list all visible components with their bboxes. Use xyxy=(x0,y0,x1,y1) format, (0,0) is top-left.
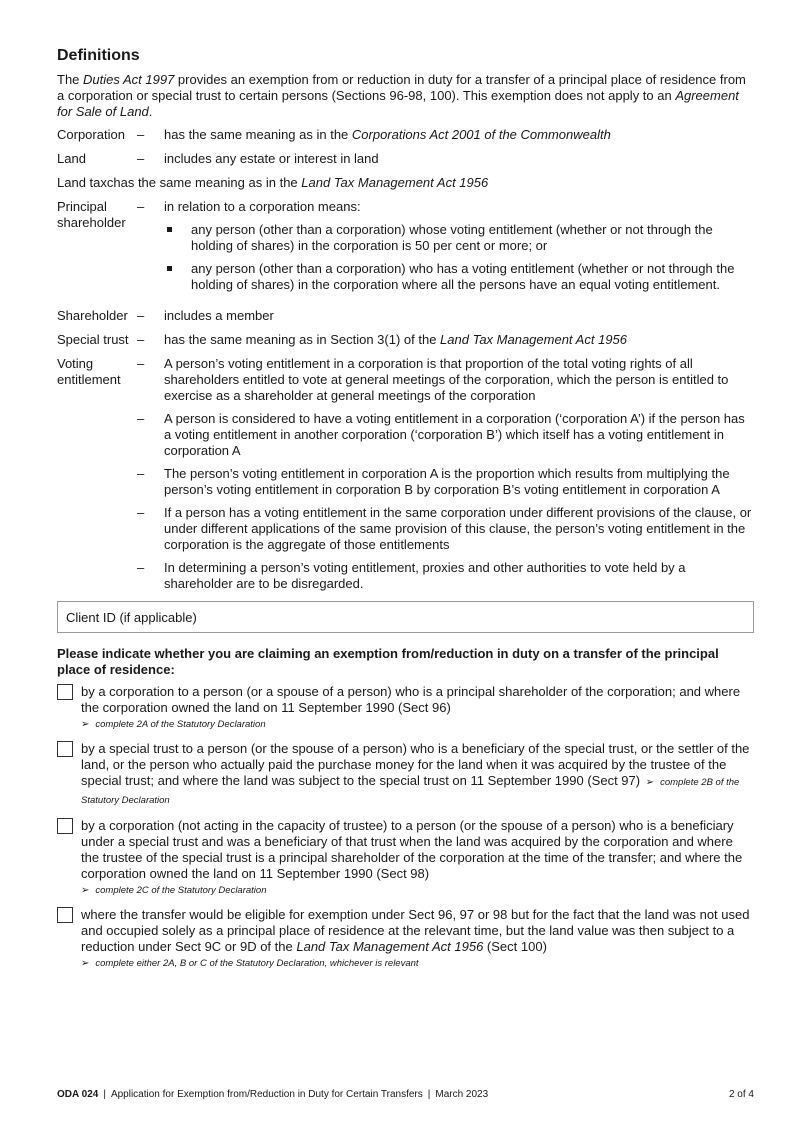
exemption-question: Please indicate whether you are claiming an exemption from/reduction in duty on a transfer of the principal place of residence: xyxy=(57,646,719,677)
sub-clause-text: A person is considered to have a voting entitlement in a corporation (‘corporation A’) if the person has a voting entitlement in another corporation (‘corporation B’) which itself has a voting entitlement in corporation A xyxy=(164,411,745,458)
sub-clause xyxy=(137,411,754,459)
definition-dash: – xyxy=(137,332,145,347)
option-text xyxy=(81,907,754,971)
option-sect-100 xyxy=(57,907,754,971)
option-note-text: complete 2B of the Statutory Declaration xyxy=(81,777,740,806)
sub-clause-text: If a person has a voting entitlement in the same corporation under different provisions of the clause, or under different applications of the same provision of this clause, the person’s voting entitlement in the corporation is the aggregate of those entitlements xyxy=(164,505,752,552)
definition-special-trust xyxy=(57,332,754,348)
intro-text-2: provides an exemption from or reduction in duty for a transfer of a principal place of residence from a corporation or special trust to certain persons (Sections 96-98, 100). This exemption does not apply to an xyxy=(57,72,746,103)
section-heading: Definitions xyxy=(57,47,140,64)
definition-text: includes a member xyxy=(164,308,274,323)
sub-clause xyxy=(137,505,754,553)
option-note xyxy=(81,718,754,732)
intro-text-1: The xyxy=(57,72,84,87)
arrow-icon: ➢ xyxy=(81,885,90,896)
sub-clause-dash: – xyxy=(137,560,145,575)
definition-text-plain: in relation to a corporation means: xyxy=(164,199,361,214)
bullet-item: any person (other than a corporation) who has a voting entitlement (whether or not through the holding of shares) in the corporation where all the persons have an equal voting entitlement. xyxy=(164,261,754,293)
definition-term-line-2: entitlement xyxy=(57,372,121,387)
definition-dash: – xyxy=(137,199,145,214)
sub-clause xyxy=(137,560,754,592)
option-sect-98 xyxy=(57,818,754,898)
definition-text xyxy=(137,356,754,592)
option-description: by a special trust to a person (or the spouse of a person) who is a beneficiary of the special trust, or the settler of the land, or the person who actually paid the purchase money for the land when it was acquired by the trustee of the special trust; and where the land was subject to the special trust on 11 September 1990 (Sect 97) xyxy=(81,741,750,788)
footer-left xyxy=(57,1088,488,1102)
definition-corporation xyxy=(57,127,754,143)
sub-clause-text: In determining a person’s voting entitlement, proxies and other authorities to vote held by a shareholder are to be disregarded. xyxy=(164,560,686,591)
footer-separator: | xyxy=(103,1089,106,1100)
definition-term xyxy=(57,199,137,300)
definition-text xyxy=(164,127,754,143)
sub-clause-dash: – xyxy=(137,411,145,426)
definition-term: Shareholder xyxy=(57,308,128,323)
definition-dash: – xyxy=(137,127,145,142)
option-note-text: complete either 2A, B or C of the Statutory Declaration, whichever is relevant xyxy=(95,958,419,969)
option-description-end: (Sect 100) xyxy=(483,939,547,954)
form-title: Application for Exemption from/Reduction in Duty for Certain Transfers xyxy=(110,1089,423,1100)
definition-text xyxy=(164,332,754,348)
option-text xyxy=(81,684,754,732)
option-note xyxy=(81,884,754,898)
definition-text-plain: has the same meaning as in Section 3(1) of the xyxy=(164,332,441,347)
definition-term xyxy=(57,356,137,592)
option-sect-97 xyxy=(57,741,754,809)
definition-dash: – xyxy=(137,308,145,323)
footer-separator: | xyxy=(427,1089,431,1100)
definition-principal-shareholder xyxy=(57,199,754,300)
sub-clause xyxy=(137,466,754,498)
bullet-list xyxy=(164,222,754,293)
definition-term: Corporation xyxy=(57,127,125,142)
option-description: by a corporation to a person (or a spouse of a person) who is a principal shareholder of the corporation; and where the corporation owned the land on 11 September 1990 (Sect 96) xyxy=(81,684,741,715)
definition-text-plain: has the same meaning as in the xyxy=(164,127,352,142)
option-description-italic: Land Tax Management Act 1956 xyxy=(296,939,484,954)
option-note-text: complete 2A of the Statutory Declaration xyxy=(95,719,266,730)
definition-shareholder xyxy=(57,308,754,324)
option-text xyxy=(81,818,754,898)
intro-text-3: . xyxy=(148,104,153,119)
sub-clause-text: The person’s voting entitlement in corporation A is the proportion which results from multiplying the person’s voting entitlement in corporation B by corporation B’s voting entitlement in corporation A xyxy=(164,466,730,497)
definition-text xyxy=(164,199,754,300)
client-id-label: Client ID (if applicable) xyxy=(66,610,197,625)
definition-text-italic: Land Tax Management Act 1956 xyxy=(440,332,627,347)
option-sect-96-checkbox[interactable] xyxy=(57,684,73,700)
arrow-icon: ➢ xyxy=(81,958,90,969)
intro-paragraph xyxy=(57,72,754,120)
intro-agreement-name: Agreement for Sale of Land xyxy=(57,88,739,119)
arrow-icon: ➢ xyxy=(81,719,90,730)
bullet-item: any person (other than a corporation) whose voting entitlement (whether or not through the holding of shares) in the corporation is 50 per cent or more; or xyxy=(164,222,754,254)
option-description xyxy=(81,907,754,955)
option-sect-100-checkbox[interactable] xyxy=(57,907,73,923)
option-text xyxy=(81,741,754,809)
definition-text-plain: Land taxchas the same meaning as in the xyxy=(57,175,302,190)
option-sect-98-checkbox[interactable] xyxy=(57,818,73,834)
definition-text-italic: Land Tax Management Act 1956 xyxy=(301,175,489,190)
sub-clause-dash: – xyxy=(137,505,145,520)
definition-dash: – xyxy=(137,151,145,166)
definition-text: includes any estate or interest in land xyxy=(164,151,379,166)
definition-text-plain: A person’s voting entitlement in a corporation is that proportion of the total voting rights of all shareholders entitled to vote at general meetings of the corporation, which the person is entitled to exercise as a shareholder at general meetings of the corporation xyxy=(164,356,729,403)
option-description: by a corporation (not acting in the capacity of trustee) to a person (or the spouse of a person) who is a beneficiary under a special trust and was a beneficiary of that trust when the land was acquired by the corporation and where the trustee of the special trust is a principal shareholder of the corporation at the time of the transfer; and where the corporation owned the land on 11 September 1990 (Sect 98) xyxy=(81,818,743,881)
page-footer xyxy=(57,1088,754,1102)
definition-voting-entitlement xyxy=(57,356,754,592)
definition-term-line-1: Principal xyxy=(57,199,107,214)
option-sect-97-checkbox[interactable] xyxy=(57,741,73,757)
definition-text-italic: Corporations Act 2001 of the Commonwealth xyxy=(351,127,611,142)
definition-term: Special trust xyxy=(57,332,129,347)
definition-dash: – xyxy=(137,356,145,371)
option-description-plain: where the transfer would be eligible for exemption under Sect 96, 97 or 98 but for the fact that the land was not used and occupied solely as a principal place of residence at the relevant time, but the land value was then subject to a reduction under Sect 9C or 9D of the xyxy=(81,907,750,954)
definition-term-line-1: Voting xyxy=(57,356,94,371)
definition-term-line-2: shareholder xyxy=(57,215,126,230)
arrow-icon: ➢ xyxy=(645,777,655,788)
sub-clause-dash: – xyxy=(137,466,145,481)
option-sect-96 xyxy=(57,684,754,732)
option-note xyxy=(81,957,754,971)
intro-act-name: Duties Act 1997 xyxy=(83,72,175,87)
form-code: ODA 024 xyxy=(57,1089,99,1100)
definition-land-tax xyxy=(57,175,754,191)
definition-land xyxy=(57,151,754,167)
definition-term: Land xyxy=(57,151,86,166)
option-note-text: complete 2C of the Statutory Declaration xyxy=(95,885,267,896)
client-id-field[interactable] xyxy=(57,601,754,633)
document-page xyxy=(57,46,754,980)
form-date: March 2023 xyxy=(435,1089,489,1100)
page-number: 2 of 4 xyxy=(728,1089,754,1100)
